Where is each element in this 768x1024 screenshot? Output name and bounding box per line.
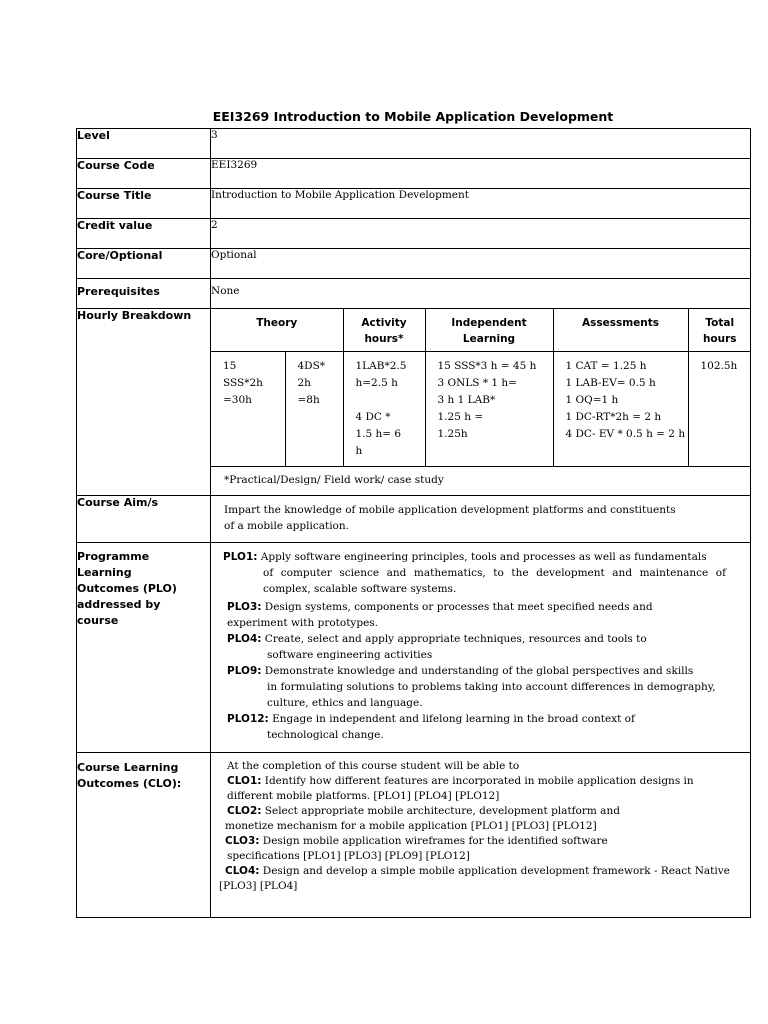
activity-header: Activity hours* bbox=[343, 309, 425, 351]
plo-item: PLO1: Apply software engineering principles, tools and processes as well as fundamentals of computer science and mathematics, to the development and maintenance of complex, scalable software systems. bbox=[223, 551, 726, 595]
plo-item: PLO4: Create, select and apply appropriate techniques, resources and tools to software engineering activities bbox=[227, 633, 647, 661]
plo-item: PLO9: Demonstrate knowledge and understanding of the global perspectives and skills in formulating solutions to problems taking into account differences in demography, culture, ethics and language. bbox=[227, 665, 716, 709]
assessments-header: Assessments bbox=[553, 309, 688, 351]
independent-header: Independent Learning bbox=[425, 309, 553, 351]
course-title-value: Introduction to Mobile Application Development bbox=[211, 189, 751, 219]
total-cell: 102.5h bbox=[688, 351, 751, 466]
independent-cell: 15 SSS*3 h = 45 h 3 ONLS * 1 h= 3 h 1 LAB* 1.25 h = 1.25h bbox=[425, 351, 553, 466]
credit-value-label: Credit value bbox=[77, 219, 211, 249]
row-credit-value bbox=[77, 219, 751, 249]
row-clo bbox=[77, 753, 751, 918]
assessments-cell: 1 CAT = 1.25 h 1 LAB-EV= 0.5 h 1 OQ=1 h 1 DC-RT*2h = 2 h 4 DC- EV * 0.5 h = 2 h bbox=[553, 351, 688, 466]
clo-item: CLO3: Design mobile application wireframes for the identified software specifications [PLO1] [PLO3] [PLO9] [PLO12] bbox=[225, 835, 608, 862]
clo-label: Course Learning Outcomes (CLO): bbox=[77, 753, 211, 918]
course-aim-value: Impart the knowledge of mobile application development platforms and constituents of a mobile application. bbox=[211, 496, 751, 543]
plo-list bbox=[211, 543, 751, 753]
activity-cell: 1LAB*2.5 h=2.5 h 4 DC * 1.5 h= 6 h bbox=[343, 351, 425, 466]
course-aim-label: Course Aim/s bbox=[77, 496, 211, 543]
row-hourly-breakdown bbox=[77, 309, 751, 496]
course-code-value: EEI3269 bbox=[211, 159, 751, 189]
clo-list bbox=[211, 753, 751, 918]
clo-item: CLO2: Select appropriate mobile architecture, development platform and monetize mechanism for a mobile application [PLO1] [PLO3] [PLO12] bbox=[225, 805, 620, 832]
plo-label: Programme Learning Outcomes (PLO) addressed by course bbox=[77, 543, 211, 753]
core-optional-label: Core/Optional bbox=[77, 249, 211, 279]
row-plo bbox=[77, 543, 751, 753]
course-table bbox=[76, 128, 751, 918]
row-course-code bbox=[77, 159, 751, 189]
theory-header: Theory bbox=[211, 309, 343, 351]
clo-item: CLO4: Design and develop a simple mobile application development framework - React Native [PLO3] [PLO4] bbox=[219, 865, 730, 892]
clo-intro: At the completion of this course student will be able to bbox=[227, 760, 520, 772]
clo-item: CLO1: Identify how different features are incorporated in mobile application designs in different mobile platforms. [PLO1] [PLO4] [PLO12] bbox=[227, 775, 694, 802]
row-core-optional bbox=[77, 249, 751, 279]
level-label: Level bbox=[77, 129, 211, 159]
hourly-note: *Practical/Design/ Field work/ case study bbox=[211, 466, 751, 495]
theory-ds-cell: 4DS* 2h =8h bbox=[285, 351, 343, 466]
row-prerequisites bbox=[77, 279, 751, 309]
course-title-label: Course Title bbox=[77, 189, 211, 219]
plo-item: PLO3: Design systems, components or processes that meet specified needs and experiment with prototypes. bbox=[227, 601, 653, 629]
row-course-aim bbox=[77, 496, 751, 543]
core-optional-value: Optional bbox=[211, 249, 751, 279]
hourly-breakdown-table bbox=[211, 309, 751, 495]
course-code-label: Course Code bbox=[77, 159, 211, 189]
row-course-title bbox=[77, 189, 751, 219]
prerequisites-value: None bbox=[211, 279, 751, 309]
credit-value-value: 2 bbox=[211, 219, 751, 249]
total-header: Total hours bbox=[688, 309, 751, 351]
prerequisites-label: Prerequisites bbox=[77, 279, 211, 309]
level-value: 3 bbox=[211, 129, 751, 159]
hourly-breakdown-label: Hourly Breakdown bbox=[77, 309, 211, 496]
row-level bbox=[77, 129, 751, 159]
plo-item: PLO12: Engage in independent and lifelong learning in the broad context of technological change. bbox=[227, 713, 635, 741]
theory-sss-cell: 15 SSS*2h =30h bbox=[211, 351, 285, 466]
document-title: EEI3269 Introduction to Mobile Application Development bbox=[212, 109, 614, 124]
